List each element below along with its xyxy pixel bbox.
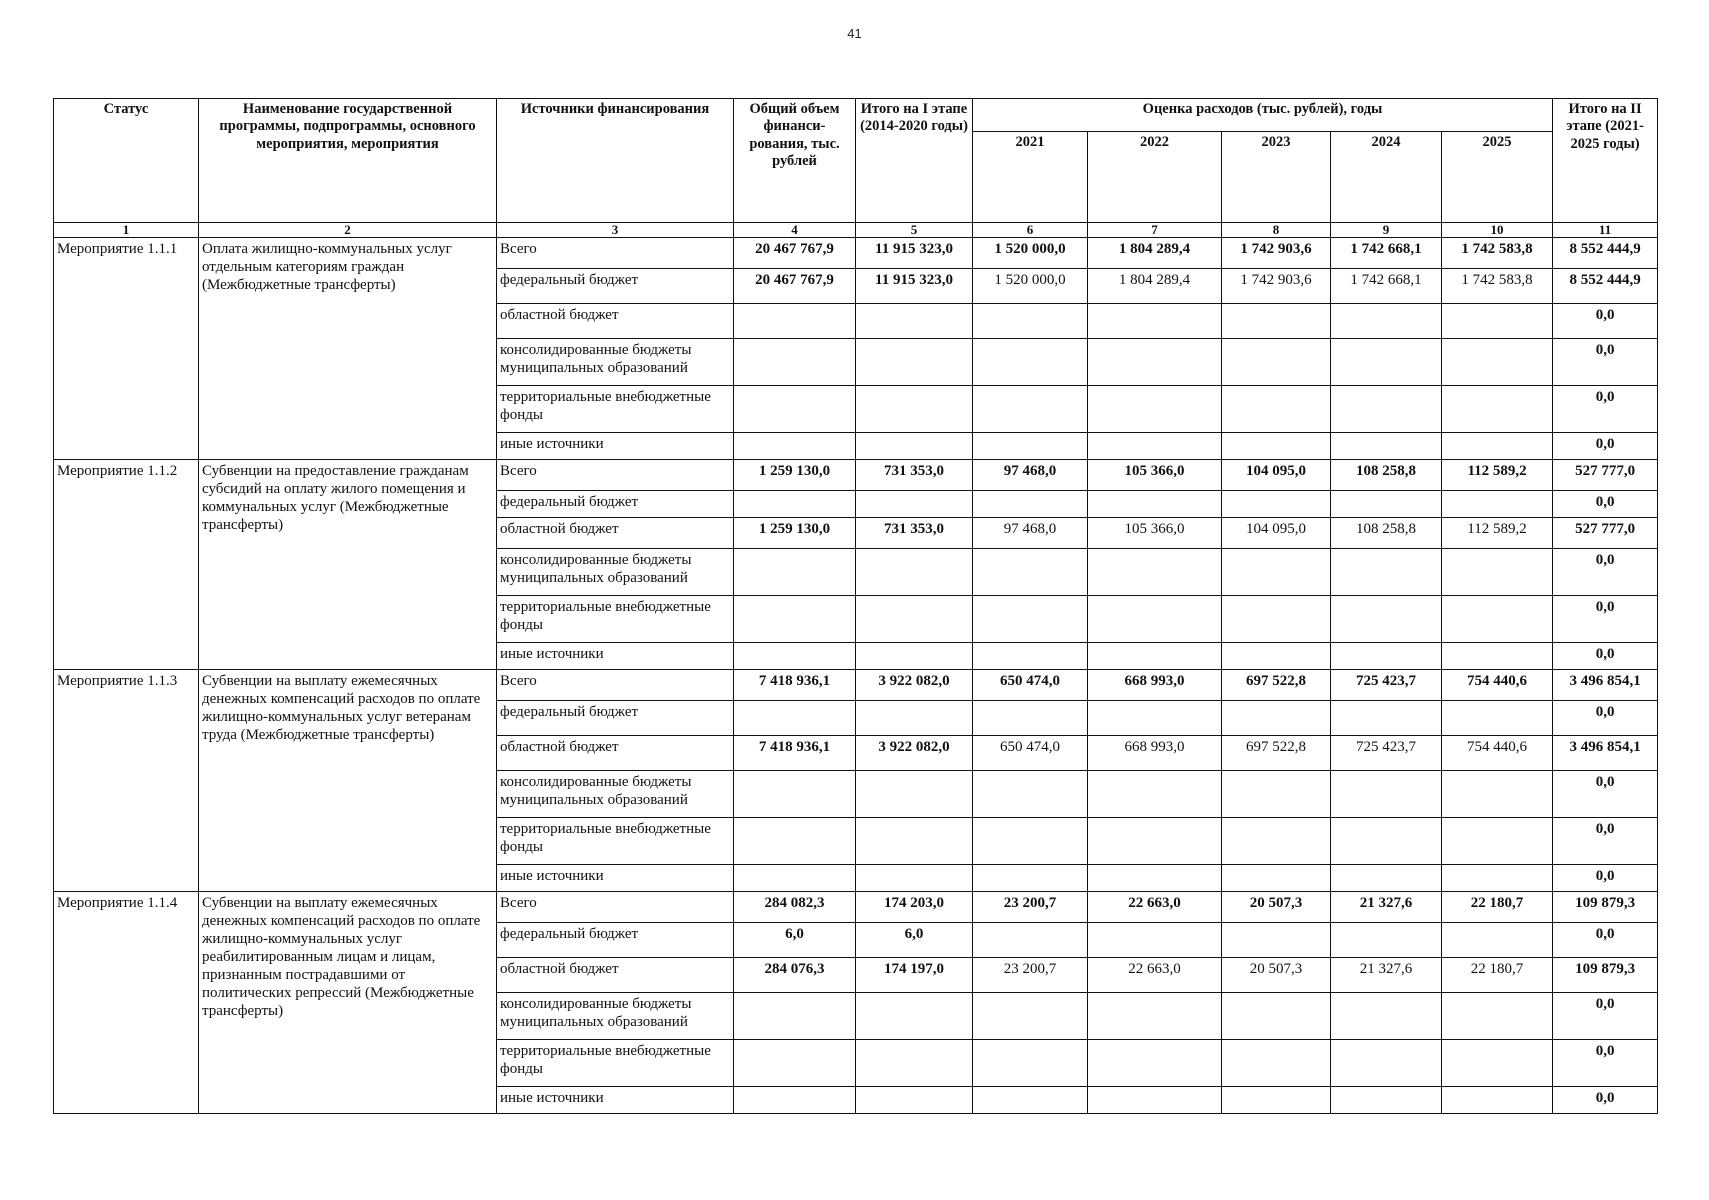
column-number: 6 xyxy=(973,223,1088,238)
value-cell xyxy=(1331,549,1442,596)
funding-source-cell: иные источники xyxy=(497,433,734,460)
value-cell xyxy=(973,304,1088,339)
header-estimate: Оценка расходов (тыс. рублей), годы xyxy=(973,99,1553,132)
value-cell xyxy=(1331,771,1442,818)
value-cell: 725 423,7 xyxy=(1331,670,1442,701)
value-cell xyxy=(1088,1087,1222,1114)
value-cell xyxy=(1088,549,1222,596)
value-cell xyxy=(734,386,856,433)
value-cell: 3 922 082,0 xyxy=(856,670,973,701)
header-name: Наименование государственной программы, подпрограммы, основного мероприятия, мероприятия xyxy=(199,99,497,223)
value-cell xyxy=(1222,386,1331,433)
value-cell: 20 507,3 xyxy=(1222,958,1331,993)
value-cell: 3 496 854,1 xyxy=(1553,736,1658,771)
value-cell: 22 663,0 xyxy=(1088,958,1222,993)
value-cell: 8 552 444,9 xyxy=(1553,269,1658,304)
value-cell xyxy=(1222,993,1331,1040)
value-cell xyxy=(1088,993,1222,1040)
value-cell xyxy=(1331,596,1442,643)
value-cell: 527 777,0 xyxy=(1553,460,1658,491)
value-cell xyxy=(734,993,856,1040)
value-cell xyxy=(1442,304,1553,339)
budget-table xyxy=(53,98,1658,1114)
value-cell: 1 259 130,0 xyxy=(734,518,856,549)
value-cell xyxy=(1088,386,1222,433)
value-cell: 754 440,6 xyxy=(1442,736,1553,771)
value-cell xyxy=(1331,339,1442,386)
header-stage1: Итого на I этапе (2014-2020 годы) xyxy=(856,99,973,223)
value-cell xyxy=(1331,865,1442,892)
status-cell: Мероприятие 1.1.1 xyxy=(54,238,199,460)
value-cell xyxy=(1331,993,1442,1040)
value-cell xyxy=(1222,491,1331,518)
value-cell: 697 522,8 xyxy=(1222,736,1331,771)
value-cell: 1 742 668,1 xyxy=(1331,269,1442,304)
header-year: 2025 xyxy=(1442,132,1553,223)
value-cell xyxy=(1442,993,1553,1040)
value-cell xyxy=(1088,771,1222,818)
value-cell: 668 993,0 xyxy=(1088,670,1222,701)
value-cell xyxy=(973,818,1088,865)
value-cell: 104 095,0 xyxy=(1222,460,1331,491)
value-cell xyxy=(1222,701,1331,736)
value-cell xyxy=(1442,1040,1553,1087)
column-number: 3 xyxy=(497,223,734,238)
header-year: 2024 xyxy=(1331,132,1442,223)
value-cell xyxy=(734,643,856,670)
value-cell xyxy=(856,1087,973,1114)
value-cell: 23 200,7 xyxy=(973,892,1088,923)
value-cell: 109 879,3 xyxy=(1553,958,1658,993)
value-cell xyxy=(1088,923,1222,958)
status-cell: Мероприятие 1.1.4 xyxy=(54,892,199,1114)
funding-source-cell: Всего xyxy=(497,892,734,923)
value-cell xyxy=(856,433,973,460)
funding-source-cell: федеральный бюджет xyxy=(497,269,734,304)
value-cell xyxy=(973,643,1088,670)
value-cell: 8 552 444,9 xyxy=(1553,238,1658,269)
value-cell xyxy=(734,549,856,596)
value-cell xyxy=(1442,433,1553,460)
column-number: 7 xyxy=(1088,223,1222,238)
value-cell xyxy=(1331,1087,1442,1114)
funding-source-cell: областной бюджет xyxy=(497,304,734,339)
value-cell xyxy=(1442,771,1553,818)
value-cell: 731 353,0 xyxy=(856,460,973,491)
page-number: 41 xyxy=(847,26,862,41)
header-status: Статус xyxy=(54,99,199,223)
value-cell xyxy=(973,1040,1088,1087)
value-cell: 754 440,6 xyxy=(1442,670,1553,701)
value-cell: 174 203,0 xyxy=(856,892,973,923)
value-cell xyxy=(734,491,856,518)
value-cell xyxy=(973,923,1088,958)
status-cell: Мероприятие 1.1.3 xyxy=(54,670,199,892)
header-sources: Источники финансирования xyxy=(497,99,734,223)
header-stage2: Итого на II этапе (2021-2025 годы) xyxy=(1553,99,1658,223)
value-cell xyxy=(856,549,973,596)
value-cell xyxy=(1331,491,1442,518)
value-cell xyxy=(734,339,856,386)
value-cell: 0,0 xyxy=(1553,923,1658,958)
value-cell xyxy=(1331,386,1442,433)
value-cell: 20 467 767,9 xyxy=(734,269,856,304)
value-cell xyxy=(734,865,856,892)
value-cell: 6,0 xyxy=(856,923,973,958)
funding-source-cell: федеральный бюджет xyxy=(497,923,734,958)
value-cell xyxy=(973,596,1088,643)
value-cell xyxy=(856,1040,973,1087)
value-cell xyxy=(1222,643,1331,670)
value-cell: 650 474,0 xyxy=(973,736,1088,771)
value-cell xyxy=(1442,1087,1553,1114)
program-name-cell: Субвенции на выплату ежемесячных денежных компенсаций расходов по оплате жилищно-коммунальных услуг ветеранам труда (Межбюджетные трансферты) xyxy=(199,670,497,892)
funding-source-cell: иные источники xyxy=(497,1087,734,1114)
value-cell: 0,0 xyxy=(1553,386,1658,433)
value-cell xyxy=(1088,818,1222,865)
value-cell: 11 915 323,0 xyxy=(856,238,973,269)
value-cell xyxy=(973,386,1088,433)
value-cell xyxy=(856,643,973,670)
value-cell: 284 076,3 xyxy=(734,958,856,993)
value-cell xyxy=(734,596,856,643)
value-cell xyxy=(1442,549,1553,596)
funding-source-cell: консолидированные бюджеты муниципальных образований xyxy=(497,993,734,1040)
value-cell: 0,0 xyxy=(1553,1040,1658,1087)
value-cell xyxy=(856,818,973,865)
table-row xyxy=(54,238,1658,269)
value-cell: 105 366,0 xyxy=(1088,460,1222,491)
value-cell xyxy=(973,1087,1088,1114)
value-cell xyxy=(1442,701,1553,736)
table-body xyxy=(54,238,1658,1114)
status-cell: Мероприятие 1.1.2 xyxy=(54,460,199,670)
value-cell: 20 467 767,9 xyxy=(734,238,856,269)
value-cell xyxy=(734,304,856,339)
table-header xyxy=(54,99,1658,238)
value-cell xyxy=(1331,701,1442,736)
value-cell: 284 082,3 xyxy=(734,892,856,923)
column-number: 4 xyxy=(734,223,856,238)
value-cell: 1 742 903,6 xyxy=(1222,269,1331,304)
value-cell xyxy=(1442,339,1553,386)
value-cell xyxy=(1331,818,1442,865)
value-cell: 1 804 289,4 xyxy=(1088,269,1222,304)
value-cell: 0,0 xyxy=(1553,771,1658,818)
value-cell: 0,0 xyxy=(1553,993,1658,1040)
value-cell: 21 327,6 xyxy=(1331,892,1442,923)
value-cell xyxy=(1331,923,1442,958)
value-cell xyxy=(973,339,1088,386)
value-cell xyxy=(1442,643,1553,670)
value-cell xyxy=(1331,1040,1442,1087)
value-cell xyxy=(1088,491,1222,518)
value-cell xyxy=(1222,818,1331,865)
funding-source-cell: Всего xyxy=(497,460,734,491)
value-cell: 725 423,7 xyxy=(1331,736,1442,771)
value-cell xyxy=(856,386,973,433)
value-cell: 6,0 xyxy=(734,923,856,958)
funding-source-cell: консолидированные бюджеты муниципальных образований xyxy=(497,549,734,596)
value-cell xyxy=(973,549,1088,596)
funding-source-cell: территориальные внебюджетные фонды xyxy=(497,1040,734,1087)
value-cell xyxy=(973,865,1088,892)
value-cell: 1 804 289,4 xyxy=(1088,238,1222,269)
funding-source-cell: территориальные внебюджетные фонды xyxy=(497,818,734,865)
value-cell: 650 474,0 xyxy=(973,670,1088,701)
value-cell: 668 993,0 xyxy=(1088,736,1222,771)
header-year: 2023 xyxy=(1222,132,1331,223)
value-cell: 1 259 130,0 xyxy=(734,460,856,491)
value-cell: 0,0 xyxy=(1553,865,1658,892)
value-cell xyxy=(734,1087,856,1114)
value-cell: 0,0 xyxy=(1553,304,1658,339)
column-number: 5 xyxy=(856,223,973,238)
value-cell xyxy=(856,771,973,818)
value-cell xyxy=(1442,818,1553,865)
value-cell: 108 258,8 xyxy=(1331,460,1442,491)
funding-source-cell: областной бюджет xyxy=(497,958,734,993)
value-cell: 0,0 xyxy=(1553,549,1658,596)
value-cell xyxy=(1088,1040,1222,1087)
value-cell xyxy=(856,701,973,736)
value-cell xyxy=(973,701,1088,736)
value-cell xyxy=(856,491,973,518)
funding-source-cell: иные источники xyxy=(497,643,734,670)
value-cell: 174 197,0 xyxy=(856,958,973,993)
column-number-row xyxy=(54,223,1658,238)
value-cell: 0,0 xyxy=(1553,701,1658,736)
funding-source-cell: территориальные внебюджетные фонды xyxy=(497,386,734,433)
value-cell xyxy=(856,865,973,892)
value-cell xyxy=(1222,1087,1331,1114)
value-cell xyxy=(734,771,856,818)
value-cell: 1 742 668,1 xyxy=(1331,238,1442,269)
funding-source-cell: Всего xyxy=(497,670,734,701)
value-cell: 527 777,0 xyxy=(1553,518,1658,549)
header-total-volume: Общий объем финанси-рования, тыс. рублей xyxy=(734,99,856,223)
value-cell xyxy=(1088,701,1222,736)
value-cell: 21 327,6 xyxy=(1331,958,1442,993)
value-cell: 731 353,0 xyxy=(856,518,973,549)
funding-source-cell: областной бюджет xyxy=(497,736,734,771)
value-cell: 20 507,3 xyxy=(1222,892,1331,923)
value-cell xyxy=(734,701,856,736)
funding-source-cell: федеральный бюджет xyxy=(497,491,734,518)
value-cell xyxy=(1331,433,1442,460)
value-cell xyxy=(1442,491,1553,518)
value-cell: 109 879,3 xyxy=(1553,892,1658,923)
value-cell xyxy=(856,339,973,386)
value-cell: 1 742 583,8 xyxy=(1442,238,1553,269)
funding-source-cell: Всего xyxy=(497,238,734,269)
value-cell: 1 520 000,0 xyxy=(973,238,1088,269)
column-number: 8 xyxy=(1222,223,1331,238)
value-cell xyxy=(734,818,856,865)
value-cell: 697 522,8 xyxy=(1222,670,1331,701)
table-row xyxy=(54,670,1658,701)
value-cell: 104 095,0 xyxy=(1222,518,1331,549)
value-cell xyxy=(1222,1040,1331,1087)
value-cell xyxy=(1088,596,1222,643)
value-cell xyxy=(1088,643,1222,670)
value-cell: 112 589,2 xyxy=(1442,460,1553,491)
value-cell: 0,0 xyxy=(1553,491,1658,518)
column-number: 10 xyxy=(1442,223,1553,238)
value-cell: 97 468,0 xyxy=(973,518,1088,549)
value-cell xyxy=(1222,549,1331,596)
value-cell xyxy=(1442,386,1553,433)
table-row xyxy=(54,892,1658,923)
value-cell xyxy=(1222,923,1331,958)
value-cell xyxy=(1222,771,1331,818)
funding-source-cell: федеральный бюджет xyxy=(497,701,734,736)
funding-source-cell: консолидированные бюджеты муниципальных образований xyxy=(497,339,734,386)
funding-source-cell: иные источники xyxy=(497,865,734,892)
value-cell xyxy=(1222,339,1331,386)
value-cell: 7 418 936,1 xyxy=(734,670,856,701)
funding-source-cell: областной бюджет xyxy=(497,518,734,549)
value-cell xyxy=(856,596,973,643)
value-cell: 1 742 583,8 xyxy=(1442,269,1553,304)
table-row xyxy=(54,460,1658,491)
column-number: 2 xyxy=(199,223,497,238)
value-cell xyxy=(973,491,1088,518)
header-year: 2021 xyxy=(973,132,1088,223)
value-cell: 0,0 xyxy=(1553,1087,1658,1114)
value-cell xyxy=(1442,596,1553,643)
funding-source-cell: консолидированные бюджеты муниципальных образований xyxy=(497,771,734,818)
program-name-cell: Субвенции на предоставление гражданам субсидий на оплату жилого помещения и коммунальных услуг (Межбюджетные трансферты) xyxy=(199,460,497,670)
header-year: 2022 xyxy=(1088,132,1222,223)
value-cell: 0,0 xyxy=(1553,818,1658,865)
value-cell xyxy=(1088,339,1222,386)
value-cell xyxy=(1442,923,1553,958)
value-cell: 22 180,7 xyxy=(1442,892,1553,923)
value-cell xyxy=(973,993,1088,1040)
value-cell xyxy=(973,771,1088,818)
value-cell: 22 663,0 xyxy=(1088,892,1222,923)
value-cell: 7 418 936,1 xyxy=(734,736,856,771)
value-cell: 97 468,0 xyxy=(973,460,1088,491)
value-cell xyxy=(856,993,973,1040)
value-cell xyxy=(1088,304,1222,339)
program-name-cell: Субвенции на выплату ежемесячных денежных компенсаций расходов по оплате жилищно-коммунальных услуг реабилитированным лицам и лицам, признанным пострадавшими от политических репрессий (Межбюджетные трансферты) xyxy=(199,892,497,1114)
value-cell: 0,0 xyxy=(1553,339,1658,386)
value-cell: 0,0 xyxy=(1553,596,1658,643)
column-number: 11 xyxy=(1553,223,1658,238)
value-cell: 3 922 082,0 xyxy=(856,736,973,771)
column-number: 9 xyxy=(1331,223,1442,238)
value-cell: 0,0 xyxy=(1553,433,1658,460)
value-cell xyxy=(856,304,973,339)
value-cell: 1 520 000,0 xyxy=(973,269,1088,304)
value-cell: 3 496 854,1 xyxy=(1553,670,1658,701)
value-cell xyxy=(1222,596,1331,643)
value-cell xyxy=(1442,865,1553,892)
value-cell xyxy=(1222,865,1331,892)
value-cell: 0,0 xyxy=(1553,643,1658,670)
value-cell xyxy=(734,1040,856,1087)
value-cell: 105 366,0 xyxy=(1088,518,1222,549)
value-cell xyxy=(1088,865,1222,892)
value-cell: 11 915 323,0 xyxy=(856,269,973,304)
value-cell xyxy=(973,433,1088,460)
value-cell xyxy=(1088,433,1222,460)
value-cell: 112 589,2 xyxy=(1442,518,1553,549)
value-cell: 1 742 903,6 xyxy=(1222,238,1331,269)
column-number: 1 xyxy=(54,223,199,238)
value-cell xyxy=(1222,304,1331,339)
value-cell: 22 180,7 xyxy=(1442,958,1553,993)
value-cell: 108 258,8 xyxy=(1331,518,1442,549)
value-cell xyxy=(1222,433,1331,460)
value-cell: 23 200,7 xyxy=(973,958,1088,993)
value-cell xyxy=(1331,304,1442,339)
value-cell xyxy=(1331,643,1442,670)
value-cell xyxy=(734,433,856,460)
funding-source-cell: территориальные внебюджетные фонды xyxy=(497,596,734,643)
program-name-cell: Оплата жилищно-коммунальных услуг отдельным категориям граждан (Межбюджетные трансферты) xyxy=(199,238,497,460)
